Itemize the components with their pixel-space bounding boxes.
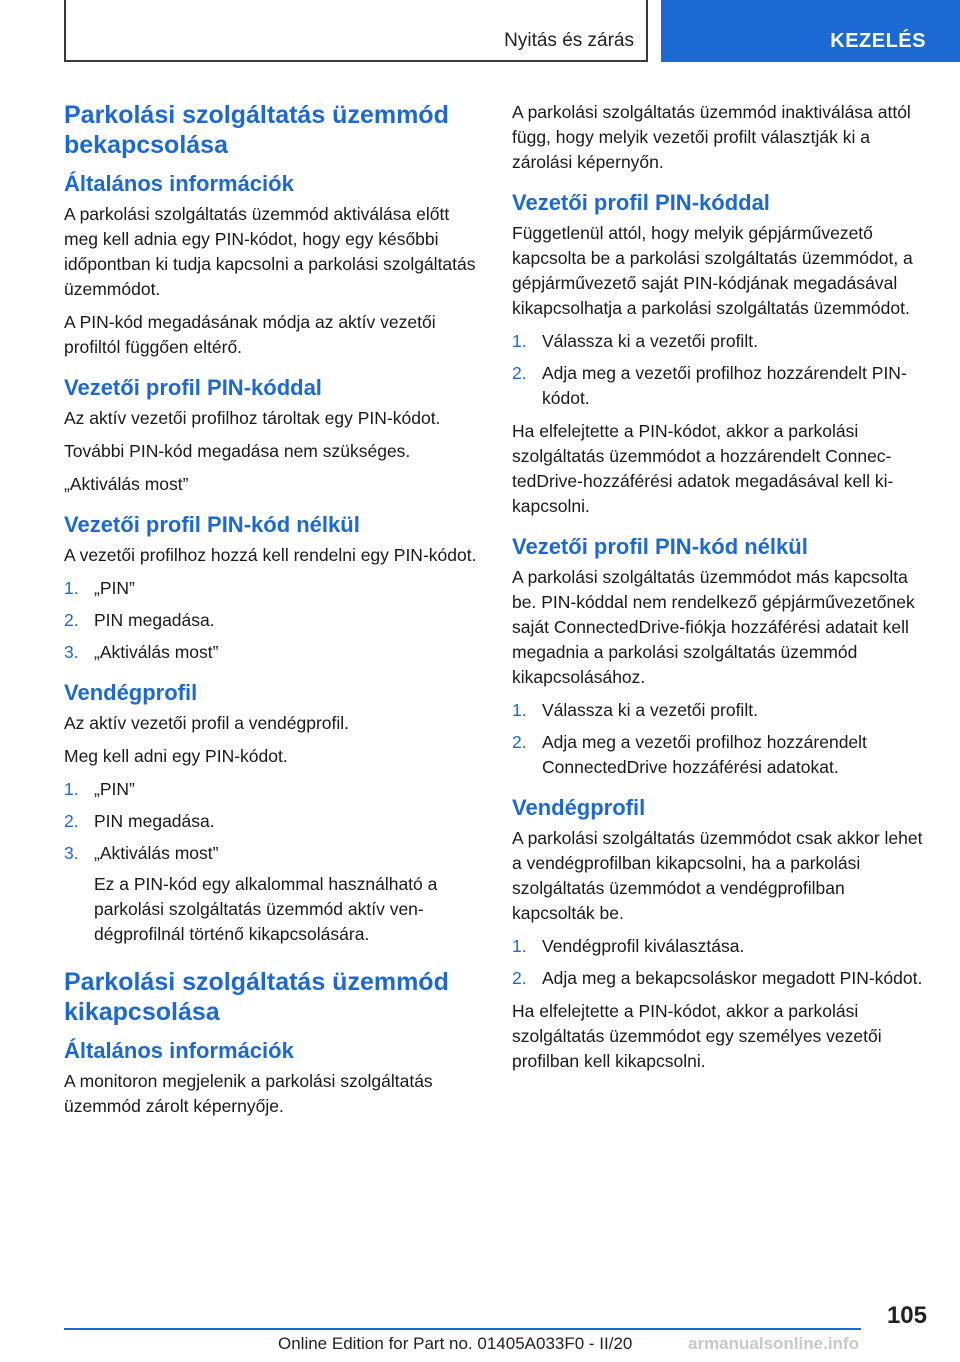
header-chapter-tab bbox=[661, 0, 960, 62]
paragraph: Ha elfelejtette a PIN-kódot, akkor a parkolási szolgáltatás üzemmódot a hozzárendelt ConnectedDrive-hozzáférési adatok megadásával kell kikapcsolni. bbox=[512, 421, 894, 516]
section-guest-profile bbox=[64, 679, 484, 947]
paragraph: Ha elfelejtette a PIN-kódot, akkor a parkolási szolgáltatás üzemmódot egy személyes vezetői profilban kell kikapcsolni. bbox=[512, 1001, 882, 1071]
list-item: 1. „PIN” bbox=[64, 777, 484, 802]
paragraph: Az aktív vezetői profilhoz tároltak egy PIN-kódot. bbox=[64, 408, 441, 428]
subheading-guest-profile: Vendégprofil bbox=[64, 680, 198, 705]
subheading-general-info: Általános információk bbox=[64, 1038, 294, 1063]
steps-list bbox=[64, 576, 484, 665]
paragraph: A parkolási szolgáltatás üzemmódot más kapcsolta be. PIN-kóddal nem rendelkező gépjárművezetőnek saját ConnectedDrive-fiókja hozzáférési adatait kell megadnia a parkolási szolgáltatás üzemmód kikapcsolásához. bbox=[512, 567, 915, 687]
list-item: 3. „Aktiválás most” bbox=[64, 841, 484, 866]
step-number: 2. bbox=[512, 732, 527, 752]
heading-deactivate: Parkolási szolgáltatás üzemmód kikapcsolása bbox=[64, 968, 449, 1026]
list-item: 3. „Aktiválás most” bbox=[64, 640, 484, 665]
list-item: 2. PIN megadása. bbox=[64, 608, 484, 633]
paragraph: „Aktiválás most” bbox=[64, 474, 189, 494]
step-number: 1. bbox=[512, 936, 527, 956]
footer-edition: Online Edition for Part no. 01405A033F0 - II/20 bbox=[278, 1334, 633, 1353]
right-column bbox=[512, 100, 932, 1082]
subheading-guest-profile: Vendégprofil bbox=[512, 795, 646, 820]
steps-list bbox=[512, 698, 932, 780]
list-item: 1. Válassza ki a vezetői profilt. bbox=[512, 329, 932, 354]
step-number: 1. bbox=[512, 331, 527, 351]
list-item: 1. Vendégprofil kiválasztása. bbox=[512, 934, 932, 959]
steps-list bbox=[512, 329, 932, 411]
subheading-profile-without-pin: Vezetői profil PIN-kód nélkül bbox=[64, 512, 360, 537]
steps-list bbox=[64, 777, 484, 866]
list-item: 2. Adja meg a vezetői profilhoz hozzárendelt ConnectedDrive hozzáférési adatokat. bbox=[512, 732, 867, 777]
subheading-general-info: Általános információk bbox=[64, 171, 294, 196]
header-section-title: Nyitás és zárás bbox=[504, 30, 634, 51]
step-number: 2. bbox=[512, 968, 527, 988]
subheading-profile-with-pin: Vezetői profil PIN-kóddal bbox=[64, 375, 322, 400]
steps-list bbox=[512, 934, 932, 991]
section-profile-with-pin bbox=[64, 374, 484, 497]
step-number: 1. bbox=[64, 779, 79, 799]
step-note: Ez a PIN-kód egy alkalommal használható a parkolási szolgáltatás üzemmód aktív vendégprofilnál történő kikapcsolására. bbox=[94, 874, 438, 944]
paragraph: A parkolási szolgáltatás üzemmód inaktiválása attól függ, hogy melyik vezetői profilt választják ki a zárolási képernyőn. bbox=[512, 102, 911, 172]
page-number: 105 bbox=[886, 1302, 927, 1329]
list-item: 2. Adja meg a bekapcsoláskor megadott PIN-kódot. bbox=[512, 966, 932, 991]
paragraph: Függetlenül attól, hogy melyik gépjárművezető kapcsolta be a parkolási szolgáltatás üzemmódot, a gépjárművezető saját PIN-kódjának megadásával kikapcsolhatja a parkolási szolgáltatás üzemmódot. bbox=[512, 223, 913, 318]
step-number: 3. bbox=[64, 642, 79, 662]
paragraph: A monitoron megjelenik a parkolási szolgáltatás üzemmód zárolt képernyője. bbox=[64, 1071, 433, 1116]
section-general-info bbox=[64, 170, 484, 360]
step-number: 2. bbox=[64, 811, 79, 831]
step-number: 2. bbox=[512, 363, 527, 383]
left-column bbox=[64, 100, 484, 1127]
paragraph: A PIN-kód megadásának módja az aktív vezetői profiltól függően eltérő. bbox=[64, 312, 436, 357]
subheading-profile-with-pin: Vezetői profil PIN-kóddal bbox=[512, 190, 770, 215]
subheading-profile-without-pin: Vezetői profil PIN-kód nélkül bbox=[512, 534, 808, 559]
paragraph: További PIN-kód megadása nem szükséges. bbox=[64, 441, 411, 461]
section-profile-without-pin bbox=[64, 511, 484, 665]
section-general-info-2 bbox=[64, 1037, 484, 1119]
section-guest-profile bbox=[512, 794, 932, 1074]
header-chapter-title: KEZELÉS bbox=[830, 30, 926, 52]
section-profile-without-pin bbox=[512, 533, 932, 780]
step-number: 2. bbox=[64, 610, 79, 630]
list-item: 1. „PIN” bbox=[64, 576, 484, 601]
paragraph: A parkolási szolgáltatás üzemmód aktiválása előtt meg kell adnia egy PIN-kódot, hogy egy későbbi időpontban ki tudja kapcsolni a parkolási szolgáltatás üzemmódot. bbox=[64, 204, 476, 299]
paragraph: A vezetői profilhoz hozzá kell rendelni egy PIN-kódot. bbox=[64, 545, 477, 565]
footer-divider bbox=[64, 1328, 861, 1330]
section-profile-with-pin bbox=[512, 189, 932, 519]
watermark: armanualsonline.info bbox=[688, 1334, 859, 1353]
step-number: 1. bbox=[64, 578, 79, 598]
list-item: 2. PIN megadása. bbox=[64, 809, 484, 834]
paragraph: Meg kell adni egy PIN-kódot. bbox=[64, 746, 288, 766]
header-section-box bbox=[64, 0, 648, 62]
paragraph: A parkolási szolgáltatás üzemmódot csak akkor lehet a vendégprofilban kikapcsolni, ha a parkolási szolgáltatás üzemmódot a vendégprofilban kapcsolták be. bbox=[512, 828, 923, 923]
list-item: 1. Válassza ki a vezetői profilt. bbox=[512, 698, 932, 723]
paragraph: Az aktív vezetői profil a vendégprofil. bbox=[64, 713, 350, 733]
step-number: 3. bbox=[64, 843, 79, 863]
heading-activate: Parkolási szolgáltatás üzemmód bekapcsolása bbox=[64, 101, 449, 159]
list-item: 2. Adja meg a vezetői profilhoz hozzárendelt PIN-kódot. bbox=[512, 363, 907, 408]
step-number: 1. bbox=[512, 700, 527, 720]
